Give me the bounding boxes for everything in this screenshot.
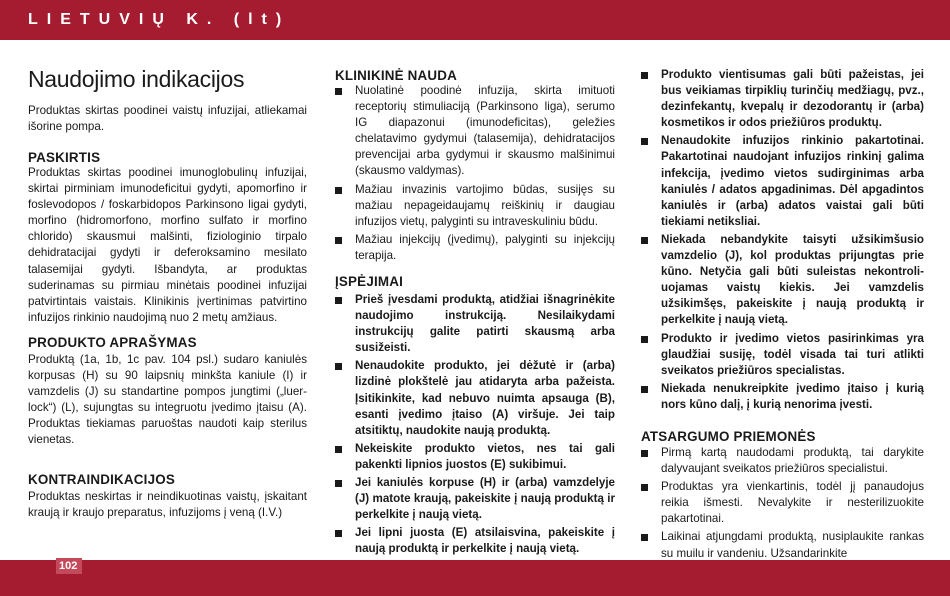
bullet-icon [641, 237, 648, 244]
klinikine-nauda-list [335, 83, 615, 266]
list-item: Mažiau invazinis vartojimo būdas, susijęs su mažiau nepageidaujamų reiškinių ir daugiau infuzijos vietų, palyginti su intraveskuliniu būdu. [335, 182, 615, 230]
aprasymas-heading: PRODUKTO APRAŠYMAS [28, 335, 197, 350]
bullet-icon [335, 363, 342, 370]
bullet-icon [641, 450, 648, 457]
ispejimai-list [335, 292, 615, 560]
bullet-icon [641, 336, 648, 343]
list-item: Pirmą kartą naudodami produktą, tai darykite dalyvaujant sveikatos priežiūros specialistui. [641, 445, 924, 477]
list-item: Nekeiskite produkto vietos, nes tai gali pakenkti lipnios juostos (E) sukibimui. [335, 441, 615, 473]
list-item: Produkto vientisumas gali būti pažeistas, jei bus veikiamas tirpiklių turinčių medžiagų, pvz., dezinfekantų, kvepalų ir dezodorantų ir (arba) kosmetikos ir odos priežiūros produktų. [641, 67, 924, 131]
list-item: Niekada nenukreipkite įvedimo įtaiso į kurią nors kūno dalį, į kurią nenorima įvesti. [641, 381, 924, 413]
atsargumo-heading: ATSARGUMO PRIEMONĖS [641, 429, 816, 444]
bullet-icon [641, 72, 648, 79]
paskirtis-text: Produktas skirtas poodinei imunoglobulinų infuzijai, skirtai pirminiam imunodeficitui gydyti, apomorfino ir foslevodopos / foskarbidopos Parkinsono ligai gydyti, morfino (hidromorfono, morfino sulfato ir morfino chlorido) skausmui malšinti, fiziologinio tirpalo dehidratacijai gydyti ir deferoksamino mesilato talasemijai gydyti. Išbandyta, ar produktas suderinamas su pirmiau minėtais poodinei infuzijai patvirtintais vaistais. Klinikinis įvertinimas patvirtino infuzijos rinkinio naudojimą nuo 2 metų amžiaus. [28, 166, 307, 324]
bullet-icon [641, 138, 648, 145]
intro-text: Produktas skirtas poodinei vaistų infuzijai, atliekamai išorine pompa. [28, 104, 307, 134]
paskirtis-heading: PASKIRTIS [28, 150, 101, 165]
list-item: Produkto ir įvedimo vietos pasirinkimas yra glaudžiai susiję, todėl visada tai turi atlikti sveikatos priežiūros specialistas. [641, 331, 924, 379]
aprasymas-text: Produktą (1a, 1b, 1c pav. 104 psl.) sudaro kaniulės korpusas (H) su 90 laipsnių minkšta kaniule (I) ir vamzdelis (J) su standartine pompos jungtimi („luer-lock“) (L), sujungtas su integruotu įvedimo įtaisu (A). Produktas tiekiamas paruoštas naudoti kaip sterilus vienetas. [28, 353, 307, 447]
ispejimai-heading: ĮSPĖJIMAI [335, 274, 404, 289]
kontraindikacijos-text: Produktas neskirtas ir neindikuotinas vaistų, įskaitant kraują ir kraujo preparatus, infuzijoms į veną (I.V.) [28, 490, 307, 520]
header-bar [0, 0, 950, 40]
list-item: Jei lipni juosta (E) atsilaisvina, pakeiskite į naują produktą ir perkelkite į naują vietą. [335, 525, 615, 557]
bullet-icon [335, 446, 342, 453]
list-item: Niekada nebandykite taisyti užsikimšusio vamzdelio (J), kol produktas prijungtas prie kūno. Netyčia gali būti suleistas nekontroli-uojamas vaistų kiekis. Jei vamzdelis užsikimšęs, pakeiskite į naują produktą ir perkelkite į naują vietą. [641, 232, 924, 329]
page-number: 102 [59, 560, 78, 572]
page-title: Naudojimo indikacijos [28, 66, 245, 92]
list-item: Mažiau injekcijų (įvedimų), palyginti su injekcijų terapija. [335, 232, 615, 264]
klinikine-nauda-heading: KLINIKINĖ NAUDA [335, 68, 458, 83]
list-item: Produktas yra vienkartinis, todėl jį panaudojus reikia išmesti. Nevalykite ir nesterilizuokite pakartotinai. [641, 479, 924, 527]
list-item: Prieš įvesdami produktą, atidžiai išnagrinėkite naudojimo instrukciją. Nesilaikydami instrukcijų galite patirti skausmą arba susižeisti. [335, 292, 615, 356]
atsargumo-list [641, 445, 924, 564]
kontraindikacijos-heading: KONTRAINDIKACIJOS [28, 472, 175, 487]
language-label: LIETUVIŲ K. (lt) [28, 11, 291, 28]
list-item: Nenaudokite infuzijos rinkinio pakartotinai. Pakartotinai naudojant infuzijos rinkinį galima infekcija, įvedimo vietos sudirginimas arba kaniulės / adatos apgadinimas. Dėl apgadintos kaniulės ir (arba) adatos vaistai gali būti tiekiami netiksliai. [641, 133, 924, 230]
bullet-icon [335, 88, 342, 95]
bullet-icon [335, 480, 342, 487]
list-item: Nenaudokite produkto, jei dėžutė ir (arba) lizdinė plokštelė jau atidaryta arba pažeista. Įsitikinkite, kad nebuvo nuimta apsauga (B), esanti įvedimo įtaiso (A) viršuje. Jei taip atsitiktų, naudokite naują produktą. [335, 358, 615, 438]
footer-bar [0, 560, 950, 596]
list-item: Laikinai atjungdami produktą, nusiplaukite rankas su muilu ir vandeniu. Užsandarinkite [641, 529, 924, 561]
ispejimai-continued-list [641, 67, 924, 415]
bullet-icon [335, 187, 342, 194]
bullet-icon [641, 386, 648, 393]
list-item: Jei kaniulės korpuse (H) ir (arba) vamzdelyje (J) matote kraują, pakeiskite į naują produktą ir perkelkite į naują vietą. [335, 475, 615, 523]
bullet-icon [335, 297, 342, 304]
bullet-icon [641, 484, 648, 491]
bullet-icon [641, 534, 648, 541]
list-item: Nuolatinė poodinė infuzija, skirta imituoti receptorių stimuliaciją (Parkinsono liga), serumo IG diapazonui (imunodeficitas), geležies chelatavimo gydymui (talasemija), dehidratacijos prevencijai arba gydymui ir skausmo malšinimui (skausmo valdymas). [335, 83, 615, 180]
bullet-icon [335, 530, 342, 537]
bullet-icon [335, 237, 342, 244]
